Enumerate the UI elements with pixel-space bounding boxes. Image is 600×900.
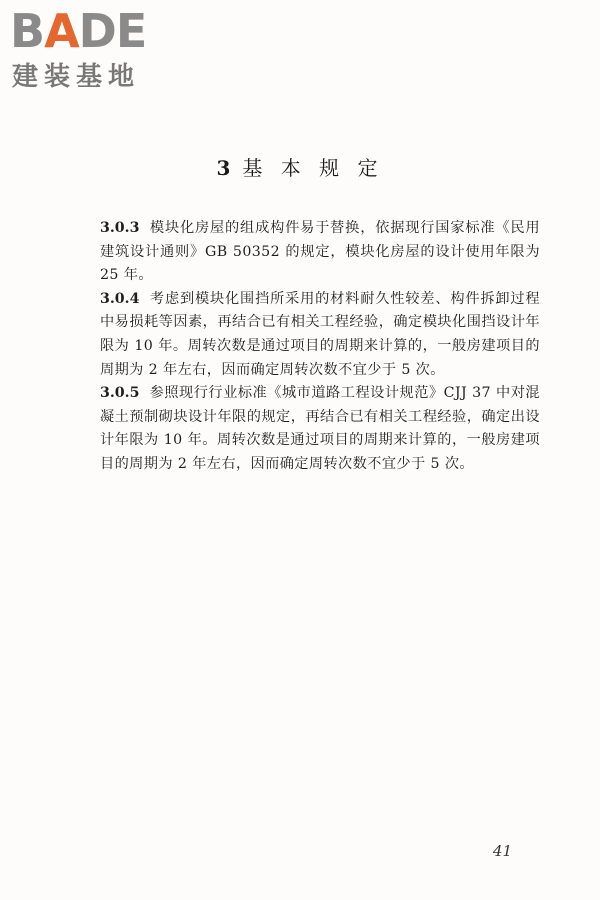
logo-letters-de: DE xyxy=(78,4,147,58)
clause-number: 3.0.5 xyxy=(100,385,140,402)
clause-text: 参照现行行业标准《城市道路工程设计规范》CJJ 37 中对混凝土预制砌块设计年限的规定，再结合已有相关工程经验，确定出设计年限为 10 年。周转次数是通过项目的周期来计算的，一般房建项目的周期为 2 年左右，因而确定周转次数不宜少于 5 次。 xyxy=(100,385,540,472)
logo-letter-b: B xyxy=(10,4,45,58)
logo-letter-a: A xyxy=(44,4,79,58)
chapter-heading: 基 本 规 定 xyxy=(242,156,384,180)
chapter-number: 3 xyxy=(216,156,231,180)
logo-wordmark xyxy=(10,6,146,56)
bade-logo xyxy=(10,6,180,96)
clause-list xyxy=(100,217,540,477)
chapter-title xyxy=(0,152,600,181)
clause-text: 考虑到模块化围挡所采用的材料耐久性较差、构件拆卸过程中易损耗等因素，再结合已有相关工程经验，确定模块化围挡设计年限为 10 年。周转次数是通过项目的周期来计算的，一般房建项目的周期为 2 年左右，因而确定周转次数不宜少于 5 次。 xyxy=(100,290,540,378)
clause-3-0-3 xyxy=(100,217,540,288)
clause-number: 3.0.4 xyxy=(100,290,140,307)
clause-3-0-5 xyxy=(100,382,540,476)
clause-text: 模块化房屋的组成构件易于替换，依据现行国家标准《民用建筑设计通则》GB 50352 的规定，模块化房屋的设计使用年限为 25 年。 xyxy=(100,220,540,284)
logo-subtitle: 建装基地 xyxy=(12,62,141,92)
page-number: 41 xyxy=(492,842,512,860)
clause-number: 3.0.3 xyxy=(100,220,140,236)
clause-3-0-4 xyxy=(100,288,540,382)
